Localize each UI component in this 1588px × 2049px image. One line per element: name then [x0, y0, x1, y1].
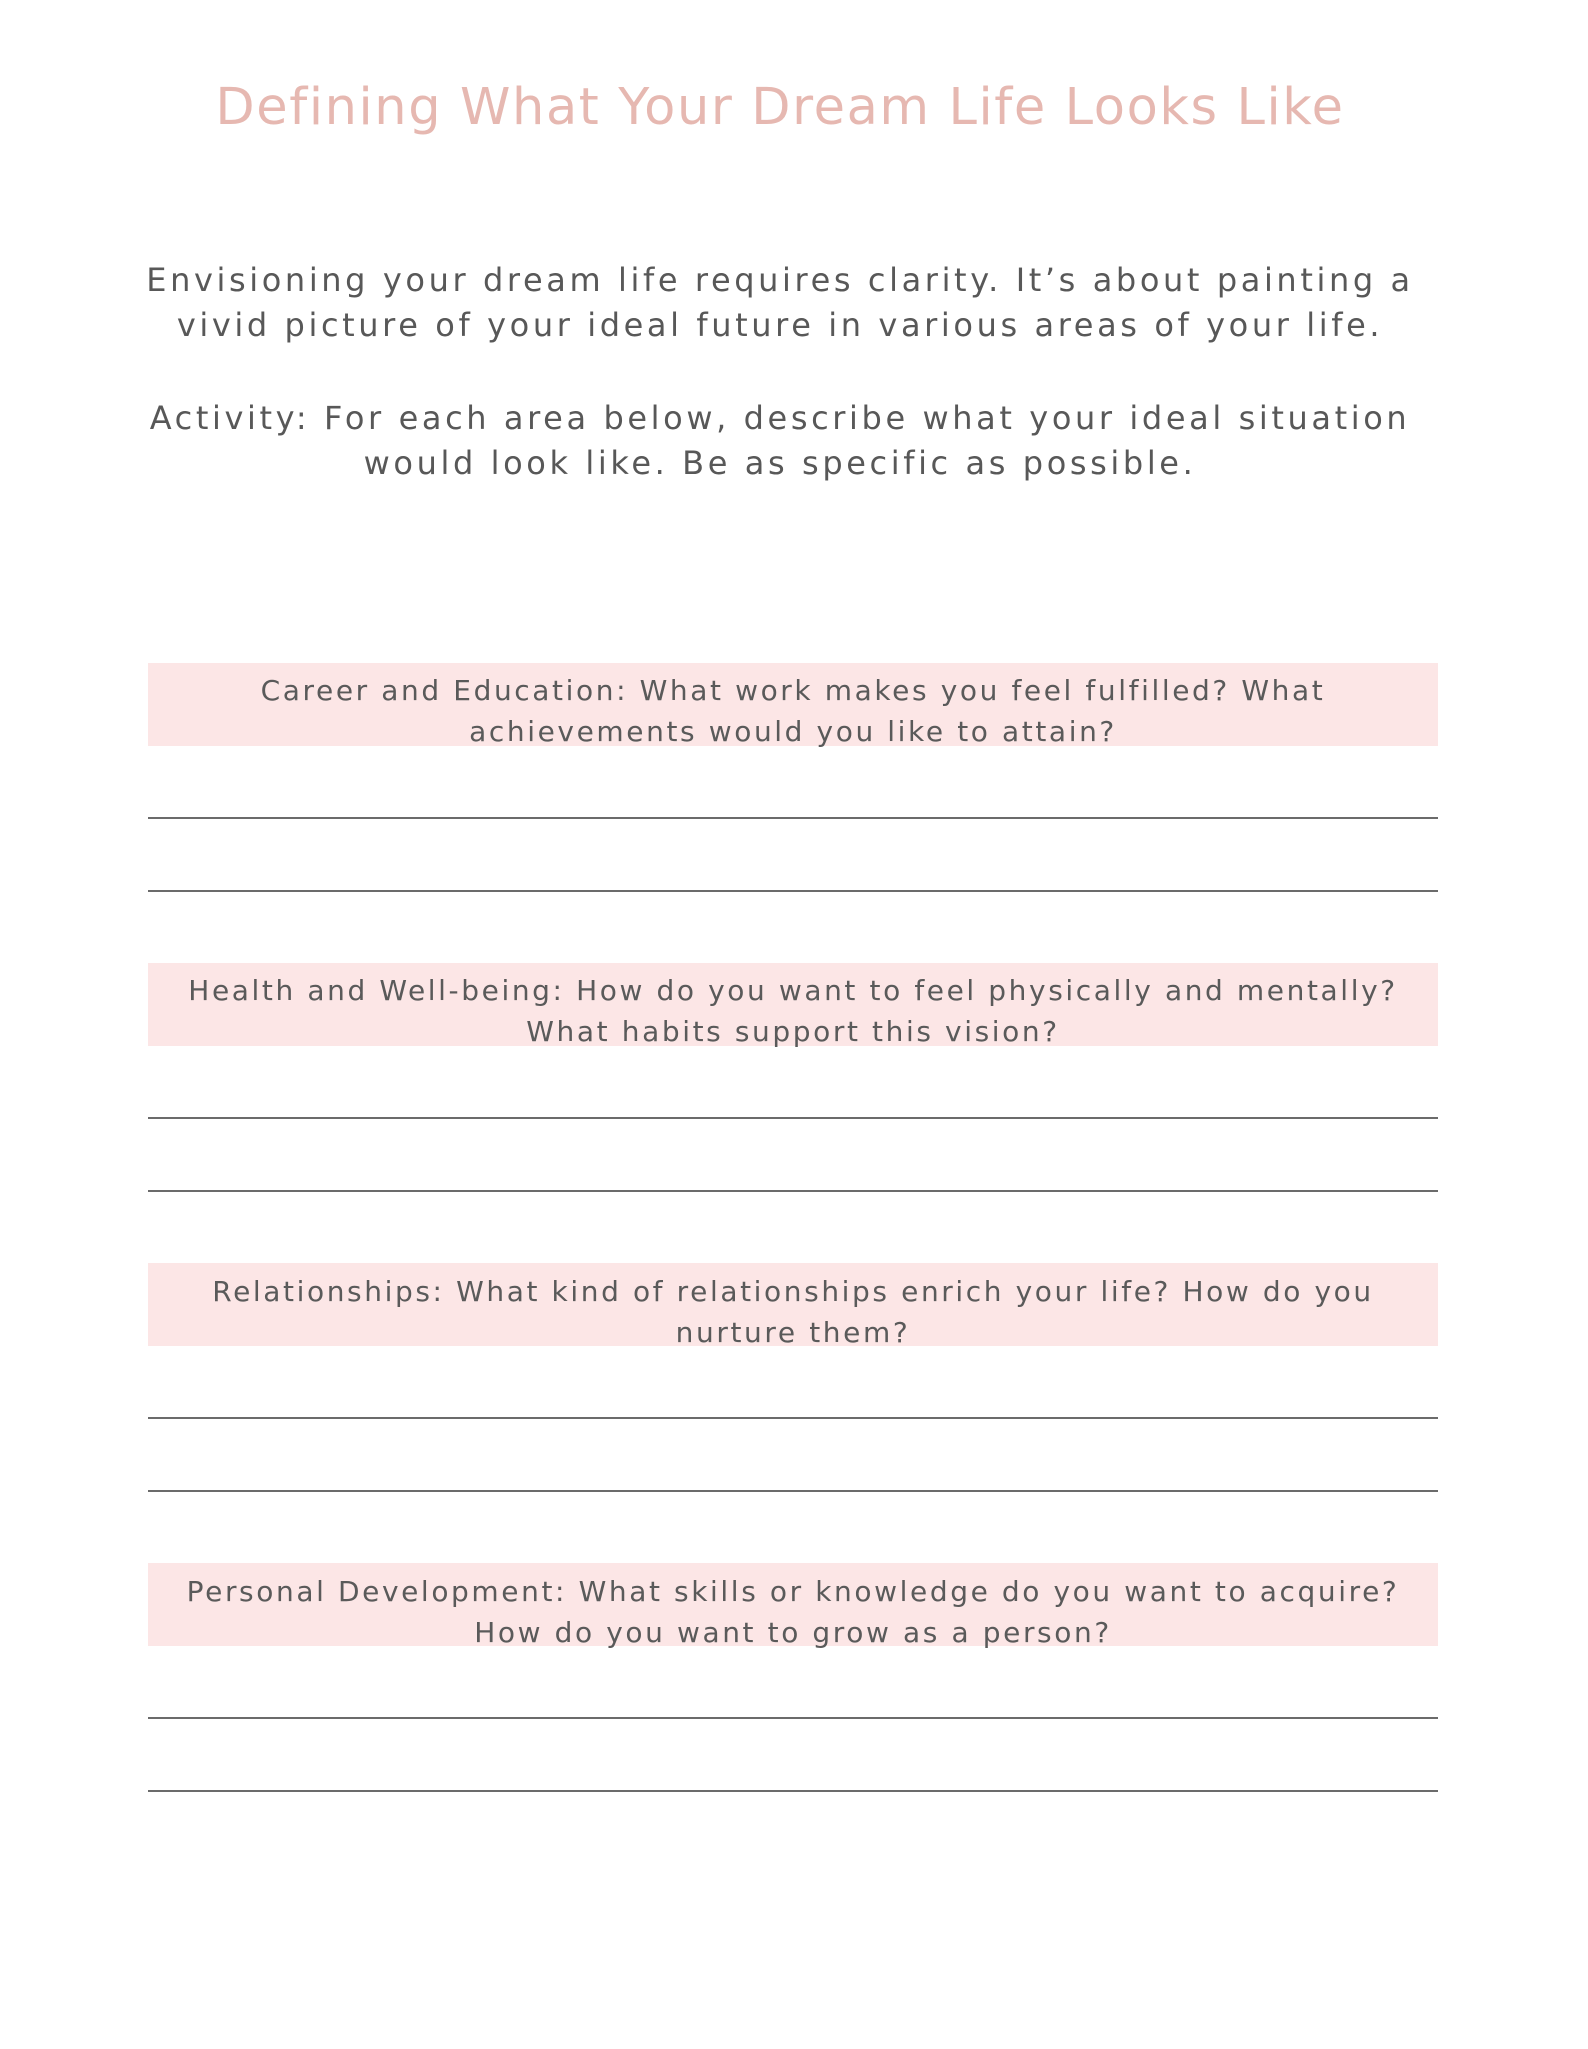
answer-line[interactable]	[148, 1490, 1438, 1492]
answer-line[interactable]	[148, 1117, 1438, 1119]
section-prompt: Health and Well-being: How do you want to feel physically and mentally? What habits support this vision?	[188, 974, 1398, 1048]
activity-instructions: Activity: For each area below, describe what your ideal situation would look like. Be as specific as possible.	[149, 399, 1411, 482]
page-title: Defining What Your Dream Life Looks Like	[215, 78, 1345, 137]
answer-line[interactable]	[148, 1790, 1438, 1792]
answer-line[interactable]	[148, 890, 1438, 892]
intro-text: Envisioning your dream life requires clarity. It’s about painting a vivid picture of your ideal future in various areas of your life.	[146, 261, 1414, 344]
answer-line[interactable]	[148, 1190, 1438, 1192]
answer-line[interactable]	[148, 1417, 1438, 1419]
section-prompt: Career and Education: What work makes you feel fulfilled? What achievements would you like to attain?	[260, 674, 1326, 748]
section-prompt: Relationships: What kind of relationships enrich your life? How do you nurture them?	[212, 1275, 1374, 1349]
answer-line[interactable]	[148, 1717, 1438, 1719]
section-prompt: Personal Development: What skills or knowledge do you want to acquire? How do you want to grow as a person?	[186, 1575, 1400, 1649]
answer-line[interactable]	[148, 817, 1438, 819]
